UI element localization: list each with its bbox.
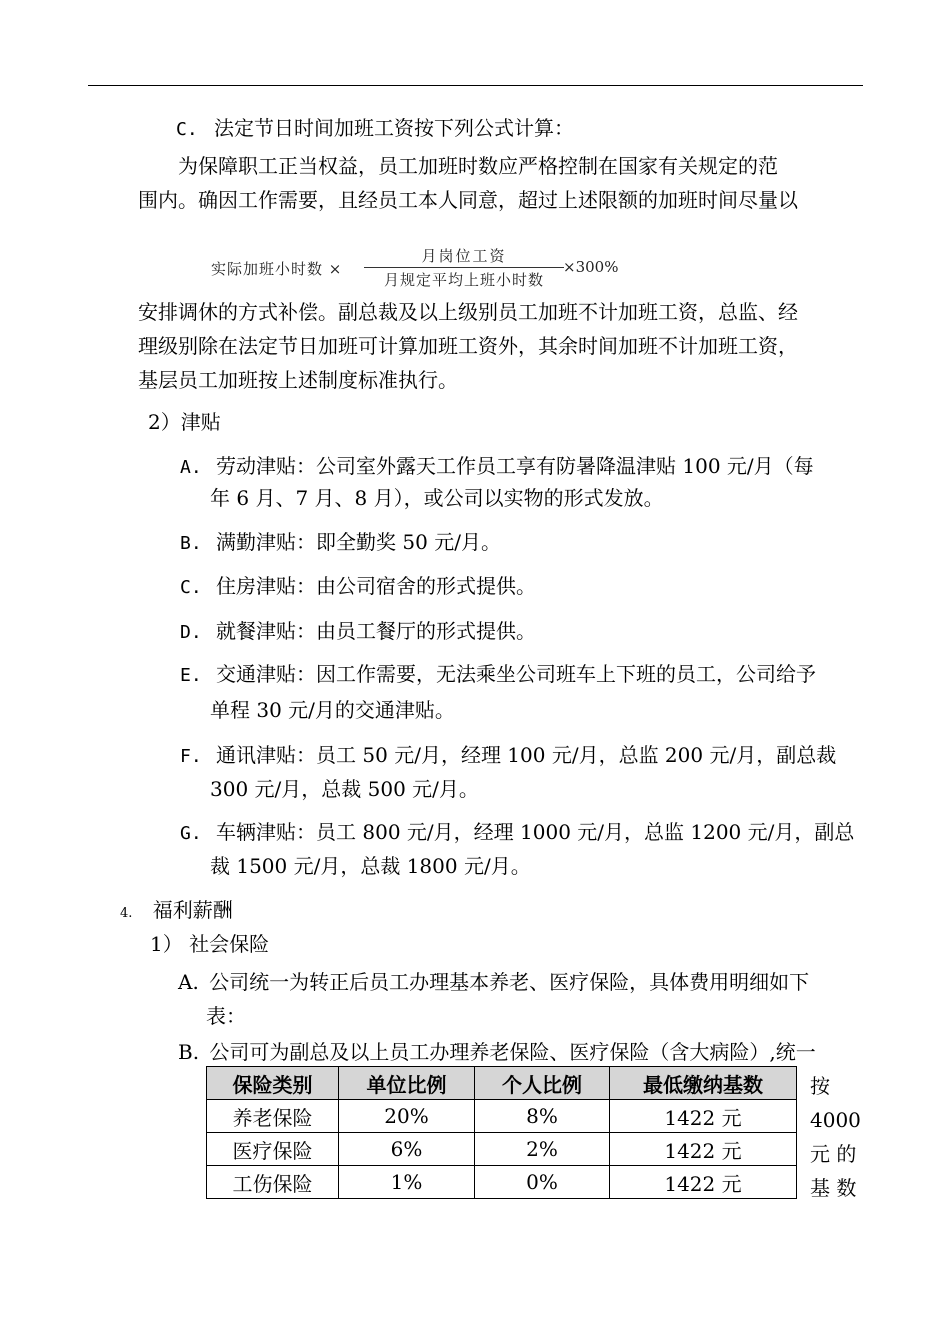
table-cell: 8% (475, 1100, 610, 1133)
item-label: F. (180, 746, 202, 767)
table-cell: 工伤保险 (207, 1166, 339, 1199)
item-text: 通讯津贴：员工 50 元/月，经理 100 元/月，总监 200 元/月，副总裁 (216, 743, 837, 767)
item-text-continuation: 300 元/月，总裁 500 元/月。 (210, 777, 479, 801)
formula-numerator: 月岗位工资 (421, 247, 507, 265)
item-text: 劳动津贴：公司室外露天工作员工享有防暑降温津贴 100 元/月（每 (216, 454, 814, 478)
section-heading-benefits (120, 898, 233, 926)
section-heading-allowance: 2）津贴 (148, 410, 221, 434)
list-item (180, 662, 816, 688)
table-cell: 1422 元 (610, 1133, 797, 1166)
side-text-line: 按 (810, 1074, 830, 1098)
formula-fraction (364, 246, 564, 290)
item-text-continuation: 裁 1500 元/月，总裁 1800 元/月。 (210, 854, 531, 878)
item-label: A. (178, 970, 199, 994)
list-item (180, 530, 501, 556)
item-text-continuation: 年 6 月、7 月、8 月），或公司以实物的形式发放。 (210, 486, 664, 510)
list-item (180, 574, 536, 600)
list-item (180, 619, 536, 645)
section-number: 4. (120, 906, 133, 921)
item-label: E. (180, 665, 202, 686)
side-text-line: 元 的 (810, 1142, 857, 1166)
table-row (207, 1166, 797, 1199)
table-header-cell: 保险类别 (207, 1067, 339, 1100)
table-header-row (207, 1067, 797, 1100)
item-text-continuation: 表： (206, 1004, 246, 1028)
item-label: C. (176, 119, 198, 140)
item-label: G. (180, 823, 202, 844)
table-cell: 医疗保险 (207, 1133, 339, 1166)
table-header-cell: 单位比例 (339, 1067, 475, 1100)
item-label: C. (180, 577, 202, 598)
table-cell: 1422 元 (610, 1166, 797, 1199)
table-row (207, 1100, 797, 1133)
list-item (180, 820, 854, 846)
formula-denominator: 月规定平均上班小时数 (383, 271, 544, 289)
paragraph-line: 理级别除在法定节日加班可计算加班工资外，其余时间加班不计加班工资， (138, 334, 798, 358)
side-text-line: 基 数 (810, 1176, 857, 1200)
list-item (180, 743, 836, 769)
formula-right: ×300% (563, 258, 619, 276)
insurance-table (206, 1066, 797, 1199)
table-cell: 0% (475, 1166, 610, 1199)
formula-left: 实际加班小时数 × (211, 260, 343, 278)
item-text: 住房津贴：由公司宿舍的形式提供。 (216, 574, 537, 598)
item-label: B. (180, 533, 202, 554)
subsection-heading-social-insurance: 1） 社会保险 (150, 932, 270, 956)
item-label: D. (180, 622, 202, 643)
item-text: 车辆津贴：员工 800 元/月，经理 1000 元/月，总监 1200 元/月，副总 (216, 820, 855, 844)
side-text-line: 4000 (810, 1108, 861, 1132)
item-label: B. (178, 1040, 200, 1064)
table-cell: 养老保险 (207, 1100, 339, 1133)
table-header-cell: 最低缴纳基数 (610, 1067, 797, 1100)
paragraph-line: 安排调休的方式补偿。副总裁及以上级别员工加班不计加班工资，总监、经 (138, 300, 798, 324)
item-text: 法定节日时间加班工资按下列公式计算： (214, 116, 575, 140)
list-item (180, 454, 814, 480)
list-item (178, 970, 809, 994)
item-c-overtime-formula (176, 116, 574, 142)
item-text: 交通津贴：因工作需要，无法乘坐公司班车上下班的员工，公司给予 (216, 662, 817, 686)
table-row (207, 1133, 797, 1166)
table-cell: 1422 元 (610, 1100, 797, 1133)
table-header-cell: 个人比例 (475, 1067, 610, 1100)
item-label: A. (180, 457, 202, 478)
item-text: 公司统一为转正后员工办理基本养老、医疗保险，具体费用明细如下 (209, 970, 810, 994)
section-title: 福利薪酬 (152, 898, 233, 922)
paragraph-line: 围内。确因工作需要，且经员工本人同意，超过上述限额的加班时间尽量以 (138, 188, 798, 212)
paragraph-line: 为保障职工正当权益，员工加班时数应严格控制在国家有关规定的范 (178, 154, 778, 178)
item-text: 就餐津贴：由员工餐厅的形式提供。 (216, 619, 537, 643)
item-text: 满勤津贴：即全勤奖 50 元/月。 (216, 530, 501, 554)
header-rule (88, 85, 863, 86)
item-text: 公司可为副总及以上员工办理养老保险、医疗保险（含大病险）,统一 (209, 1040, 816, 1064)
list-item (178, 1040, 816, 1064)
paragraph-line: 基层员工加班按上述制度标准执行。 (138, 368, 458, 392)
fraction-bar (364, 267, 564, 268)
table-cell: 1% (339, 1166, 475, 1199)
item-text-continuation: 单程 30 元/月的交通津贴。 (210, 698, 455, 722)
table-cell: 2% (475, 1133, 610, 1166)
table-cell: 6% (339, 1133, 475, 1166)
table-cell: 20% (339, 1100, 475, 1133)
